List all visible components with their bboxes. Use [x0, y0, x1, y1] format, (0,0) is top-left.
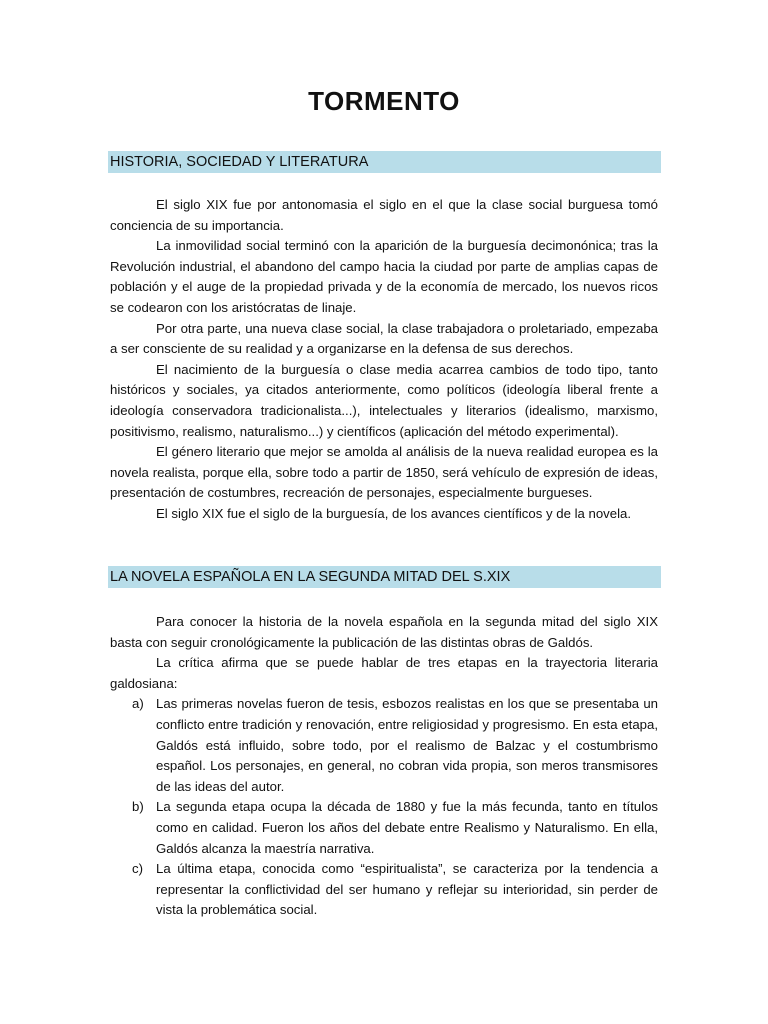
list-item	[110, 859, 658, 921]
section-heading-historia: HISTORIA, SOCIEDAD Y LITERATURA	[108, 151, 661, 173]
paragraph: El siglo XIX fue el siglo de la burguesía, de los avances científicos y de la novela.	[156, 505, 632, 521]
paragraph: Por otra parte, una nueva clase social, la clase trabajadora o proletariado, empezaba a ser consciente de su realidad y a organizarse en la defensa de sus derechos.	[110, 320, 658, 357]
list-item-text: Las primeras novelas fueron de tesis, esbozos realistas en los que se presentaba un conflicto entre tradición y renovación, entre religiosidad y progresismo. En esta etapa, Galdós está influido, sobre todo, por el realismo de Balzac y el costumbrismo español. Los personajes, en general, no cobran vida propia, son meros transmisores de las ideas del autor.	[156, 696, 658, 794]
section-body-historia	[110, 195, 658, 525]
list-item-text: La última etapa, conocida como “espiritualista”, se caracteriza por la tendencia a representar la conflictividad del ser humano y reflejar su interioridad, sin perder de vista la problemática social.	[156, 861, 658, 918]
list-item-text: La segunda etapa ocupa la década de 1880 y fue la más fecunda, tanto en títulos como en calidad. Fueron los años del debate entre Realismo y Naturalismo. En ella, Galdós alcanza la maestría narrativa.	[156, 799, 658, 856]
stages-list	[110, 694, 658, 921]
paragraph: El género literario que mejor se amolda al análisis de la nueva realidad europea es la novela realista, porque ella, sobre todo a partir de 1850, será vehículo de expresión de ideas, presentación de costumbres, recreación de personajes, especialmente burgueses.	[110, 444, 658, 501]
list-marker: b)	[132, 799, 144, 815]
paragraph: El siglo XIX fue por antonomasia el siglo en el que la clase social burguesa tomó conciencia de su importancia.	[110, 197, 658, 233]
section-heading-novela: LA NOVELA ESPAÑOLA EN LA SEGUNDA MITAD DEL S.XIX	[108, 566, 661, 588]
list-marker: a)	[132, 696, 144, 712]
document-title: TORMENTO	[308, 86, 460, 116]
paragraph: Para conocer la historia de la novela española en la segunda mitad del siglo XIX basta con seguir cronológicamente la publicación de las distintas obras de Galdós.	[110, 614, 658, 650]
paragraph: La inmovilidad social terminó con la aparición de la burguesía decimonónica; tras la Revolución industrial, el abandono del campo hacia la ciudad por parte de amplias capas de población y el auge de la propiedad privada y de la economía de mercado, los nuevos ricos se codearon con los aristócratas de linaje.	[110, 238, 658, 315]
paragraph: El nacimiento de la burguesía o clase media acarrea cambios de todo tipo, tanto históricos y sociales, ya citados anteriormente, como políticos (ideología liberal frente a ideología conservadora tradicionalista...), intelectuales y literarios (idealismo, marxismo, positivismo, realismo, naturalismo...) y científicos (aplicación del método experimental).	[110, 361, 658, 439]
list-item	[110, 694, 658, 797]
list-marker: c)	[132, 861, 143, 877]
section-body-novela	[110, 612, 658, 921]
list-item	[110, 797, 658, 859]
paragraph: La crítica afirma que se puede hablar de tres etapas en la trayectoria literaria galdosiana:	[110, 655, 658, 691]
